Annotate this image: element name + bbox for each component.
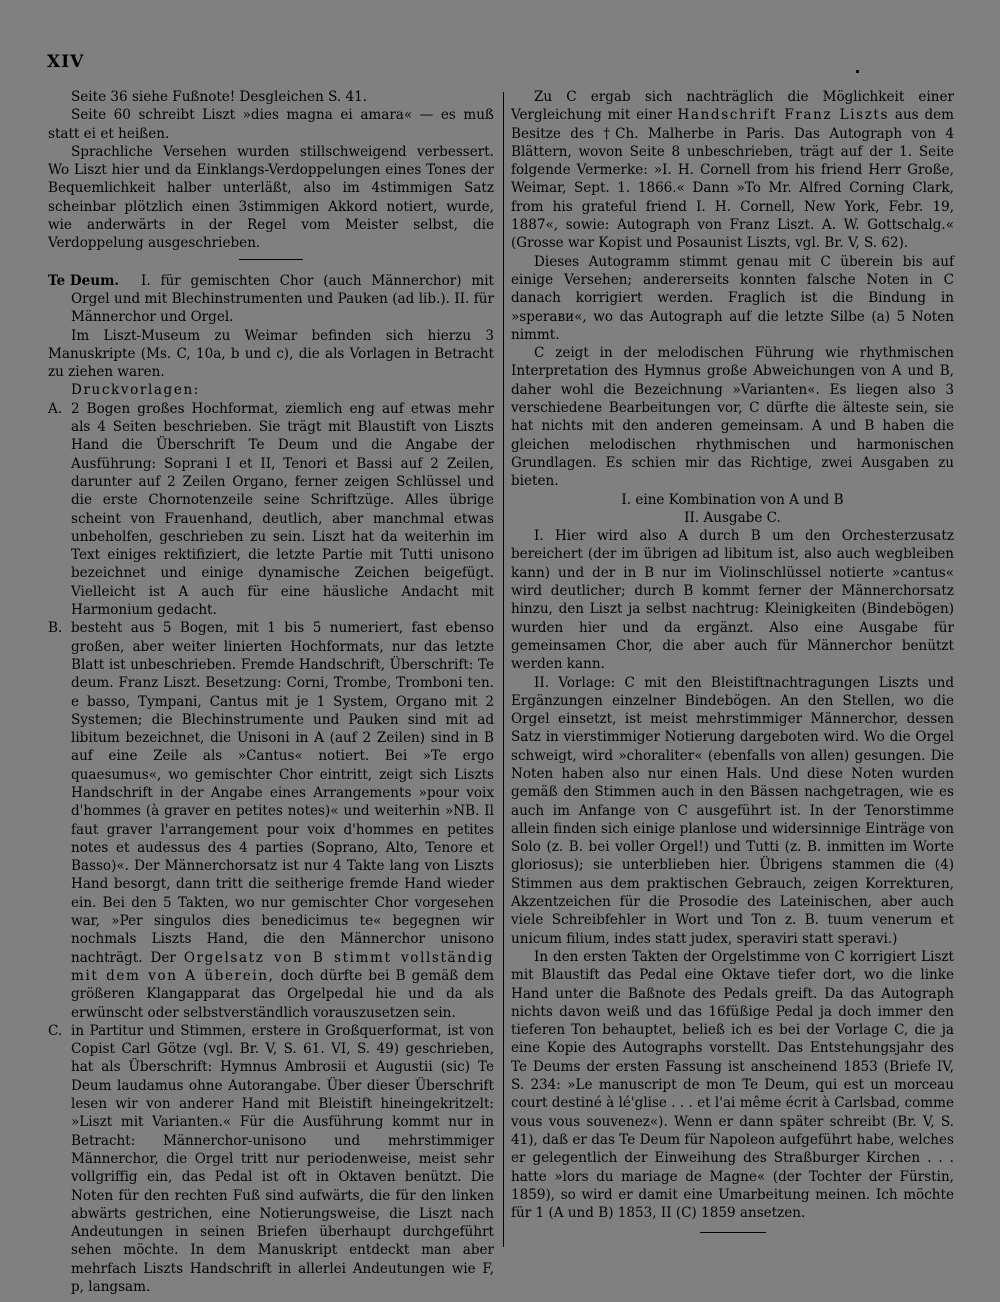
source-c <box>48 1022 494 1296</box>
right-paragraph-1-spaced: Handschrift Franz Liszts <box>677 107 890 124</box>
source-b-spaced: Orgelsatz von B stimmt vollständig mit dem von A überein, <box>71 949 495 984</box>
page-number: XIV <box>47 52 85 72</box>
right-column <box>511 88 954 1233</box>
edition-list-item-2: II. Ausgabe C. <box>684 509 781 526</box>
right-paragraph-1 <box>511 88 954 253</box>
te-deum-label: Te Deum. <box>48 272 120 289</box>
right-paragraph-2: Dieses Autogramm stimmt genau mit C überein bis auf einige Versehen; andererseits konnten falsche Noten in C danach korrigiert werden. Fraglich ist die Bindung in »sperави«, wo das Autograph auf die letzte Silbe (a) 5 Noten nimmt. <box>511 253 954 343</box>
te-deum-heading <box>48 272 494 327</box>
right-paragraph-5: II. Vorlage: C mit den Bleistiftnachtragungen Liszts und Ergänzungen einzelner Bindebögen. An den Stellen, wo die Orgel einsetzt, ist meist mehrstimmiger Männerchor, dessen Satz in vierstimmiger Notierung dargeboten wird. Wo die Orgel schweigt, wird »choraliter« (ebenfalls von allen) gesungen. Die Noten haben also nur einen Hals. Und diese Noten wurden gemäß den Stimmen auch in den Bässen nachgetragen, wie es auch im Anfange von C ausgeführt ist. In der Tenorstimme allein finden sich einige planlose und widersinnige Einträge von Solo (z. B. bei voller Orgel!) und Tutti (z. B. inmitten im Worte gloriosus); sie unterblieben hier. Übrigens stammen die (4) Stimmen aus dem praktischen Gebrauch, zeigen Korrekturen, Akzentzeichen für die Prosodie des Lateinischen, aber auch viele Schreibfehler in Wort und Ton z. B. tuum venerum et unicum filium, indes statt judex, speraviri statt speravi.) <box>511 674 954 947</box>
right-paragraph-3: C zeigt in der melodischen Führung wie rhythmischen Interpretation des Hymnus große Abweichungen von A und B, daher wohl die Bezeichnung »Varianten«. Es liegen also 3 verschiedene Bearbeitungen vor, C dürfte die älteste sein, sie hat nichts mit den anderen gemeinsam. A und B haben die gleichen melodischen rhythmischen und harmonischen Grundlagen. Es schien mir das Richtige, zwei Ausgaben zu bieten. <box>511 345 954 490</box>
left-paragraph-2: Seite 60 schreibt Liszt »dies magna ei amara« — es muß statt ei et heißen. <box>48 107 494 142</box>
right-paragraph-4: I. Hier wird also A durch B um den Orchesterzusatz bereichert (der im übrigen ad libitum ist, also auch wegbleiben kann) und der in B nur im Violinschlüssel notierte »cantus« wird deutlicher; durch B kommt ferner der Männerchorsatz hinzu, den Liszt ja selbst nachtrug: Kleinigkeiten (Bindebögen) wurden hier und da ergänzt. Also eine Ausgabe für gemeinsamen Chor, die aber auch für Männerchor benützt werden kann. <box>511 528 954 673</box>
left-paragraph-3: Sprachliche Versehen wurden stillschweigend verbessert. Wo Liszt hier und da Einklangs-Verdoppelungen eines Tones der Bequemlichkeit halber unterläßt, also im 4stimmigen Satz scheinbar plötzlich einen 3stimmigen Akkord notiert, wurde, wie anderwärts in der Regel vom Meister selbst, die Verdoppelung ausgeschrieben. <box>48 143 494 252</box>
druckvorlagen-heading: Druckvorlagen: <box>71 382 200 399</box>
end-separator <box>700 1232 766 1233</box>
left-paragraph-1: Seite 36 siehe Fußnote! Desgleichen S. 41. <box>71 89 368 105</box>
right-paragraph-1-b: aus dem Besitze des †Ch. Malherbe in Paris. Das Autograph von 4 Blättern, wovon Seite 8 unbeschrieben, trägt auf der 1. Seite folgende Vermerke: »I. H. Cornell from his friend Herr Große, Weimar, Sept. 1. 1866.« Dann »To Mr. Alfred Corning Clark, from his grateful friend I. H. Cornell, New York, Febr. 19, 1887«, sowie: Autograph von Franz Liszt. A. W. Gottschalg.« (Grosse war Kopist und Posaunist Liszts, vgl. Br. V, S. 62). <box>511 107 954 252</box>
museum-paragraph: Im Liszt-Museum zu Weimar befinden sich hierzu 3 Manuskripte (Ms. C, 10a, b und c), die als Vorlagen in Betracht zu ziehen waren. <box>48 327 494 381</box>
source-b-label: B. <box>48 620 63 637</box>
source-a <box>48 400 494 620</box>
edition-list-item-1: I. eine Kombination von A und B <box>621 491 844 508</box>
left-column <box>48 88 494 1296</box>
source-c-text: in Partitur und Stimmen, erstere in Großquerformat, ist von Copist Carl Götze (vgl. Br. V, S. 61. VI, S. 49) geschrieben, hat als Überschrift: Hymnus Ambrosii et Augustii (sic) Te Deum laudamus ohne Autorangabe. Über dieser Überschrift lesen wir von anderer Hand mit Bleistift hineingekritzelt: »Liszt mit Varianten.« Für die Ausführung kommt nur in Betracht: Männerchor-unisono und mehrstimmiger Männerchor, die Orgel tritt nur periodenweise, meist sehr vollgriffig ein, das Pedal ist oft in Oktaven benützt. Die Noten für den rechten Fuß sind aufwärts, die für den linken abwärts gestrichen, eine Notierungsweise, die Liszt nach Andeutungen in seinen Briefen überhaupt durchgeführt sehen möchte. In dem Manuskript entdeckt man aber mehrfach Liszts Handschrift in allerlei Andeutungen wie F, p, langsam. <box>71 1022 494 1295</box>
source-c-label: C. <box>48 1022 63 1039</box>
right-paragraph-1-a: Zu C ergab sich nachträglich die Möglichkeit einer Vergleichung mit einer <box>511 89 954 124</box>
source-b-text-1: besteht aus 5 Bogen, mit 1 bis 5 numeriert, fast ebenso großen, aber weiter linierten Hochformats, nur das letzte Blatt ist unbeschrieben. Fremde Handschrift, Überschrift: Te deum. Franz Liszt. Besetzung: Corni, Trombe, Tromboni ten. e basso, Tympani, Cantus mit je 1 System, Organo mit 2 Systemen; die Blechinstrumente und Pauken sind mit ad libitum bezeichnet, die Unisoni in A (auf 2 Zeilen) sind in B auf eine Zeile als »Cantus« notiert. Bei »Te ergo quaesumus«, wo gemischter Chor eintritt, zeigt sich Liszts Handschrift in der Angabe eines Arrangements »pour voix d'hommes (à graver en petites notes)« und weiterhin »NB. Il faut graver l'arrangement pour voix d'hommes en petites notes et audessus des 4 parties (Soprano, Alto, Tenore et Basso)«. Der Männerchorsatz ist nur 4 Takte lang von Liszts Hand besorgt, dann tritt die seitherige fremde Hand wieder ein. Bei den 5 Takten, wo nur gemischter Chor vorgesehen war, »Per singulos dies benedicimus te« begegnen wir nochmals Liszts Hand, die den Männerchor unisono nachträgt. Der <box>71 620 494 966</box>
corner-mark <box>856 70 859 73</box>
source-a-label: A. <box>48 400 63 417</box>
right-paragraph-6: In den ersten Takten der Orgelstimme von C korrigiert Liszt mit Blaustift das Pedal eine Oktave tiefer dort, wo die linke Hand unter die Baßnote des Pedals greift. Da das Autograph nichts davon weiß und das 16füßige Pedal ja doch immer den tieferen Ton behauptet, beließ ich es bei der Vorlage C, die ja eine Kopie des Autographs vorstellt. Das Entstehungsjahr des Te Deums der ersten Fassung ist anscheinend 1853 (Briefe IV, S. 234: »Le manuscript de mon Te Deum, qui est un morceau court destiné à lé'glise . . . et l'ai même écrit à Carlsbad, comme vous vous souvenez«). Wenn er dann später schreibt (Br. V, S. 41), daß er das Te Deum für Napoleon aufgeführt habe, welches er gelegentlich der Einweihung des Straßburger Kirchen . . . hatte »lors du mariage de Magne« (der Tochter der Fürstin, 1859), so wird er damit eine Umarbeitung meinen. Ich möchte für 1 (A und B) 1853, II (C) 1859 ansetzen. <box>511 948 954 1222</box>
column-divider <box>503 92 504 1247</box>
section-separator <box>239 259 303 260</box>
source-b <box>48 619 494 1022</box>
source-a-text: 2 Bogen großes Hochformat, ziemlich eng auf etwas mehr als 4 Seiten beschrieben. Sie trägt mit Blaustift von Liszts Hand die Überschrift Te Deum und die Angabe der Ausführung: Soprani I et II, Tenori et Bassi auf 2 Zeilen, darunter auf 2 Zeilen Organo, ferner zeigen Schlüssel und die erste Chornotenzeile seine Schriftzüge. Alles übrige scheint von Frauenhand, deutlich, aber manchmal etwas unbeholfen, geschrieben zu sein. Liszt hat da weiterhin im Text einiges rektifiziert, die letzte Partie mit Tutti unisono bezeichnet und einige dynamische Zeichen beigefügt. Vielleicht ist A auch für eine häusliche Andacht mit Harmonium gedacht. <box>71 400 494 619</box>
source-b-text-2: doch dürfte bei B gemäß dem größeren Klangapparat das Orgelpedal hie und da als erwünscht oder selbstverständlich vorauszusetzen sein. <box>71 967 494 1021</box>
te-deum-description: I. für gemischten Chor (auch Männerchor) mit Orgel und mit Blechinstrumenten und Pauken (ad lib.). II. für Männerchor und Orgel. <box>71 272 494 326</box>
